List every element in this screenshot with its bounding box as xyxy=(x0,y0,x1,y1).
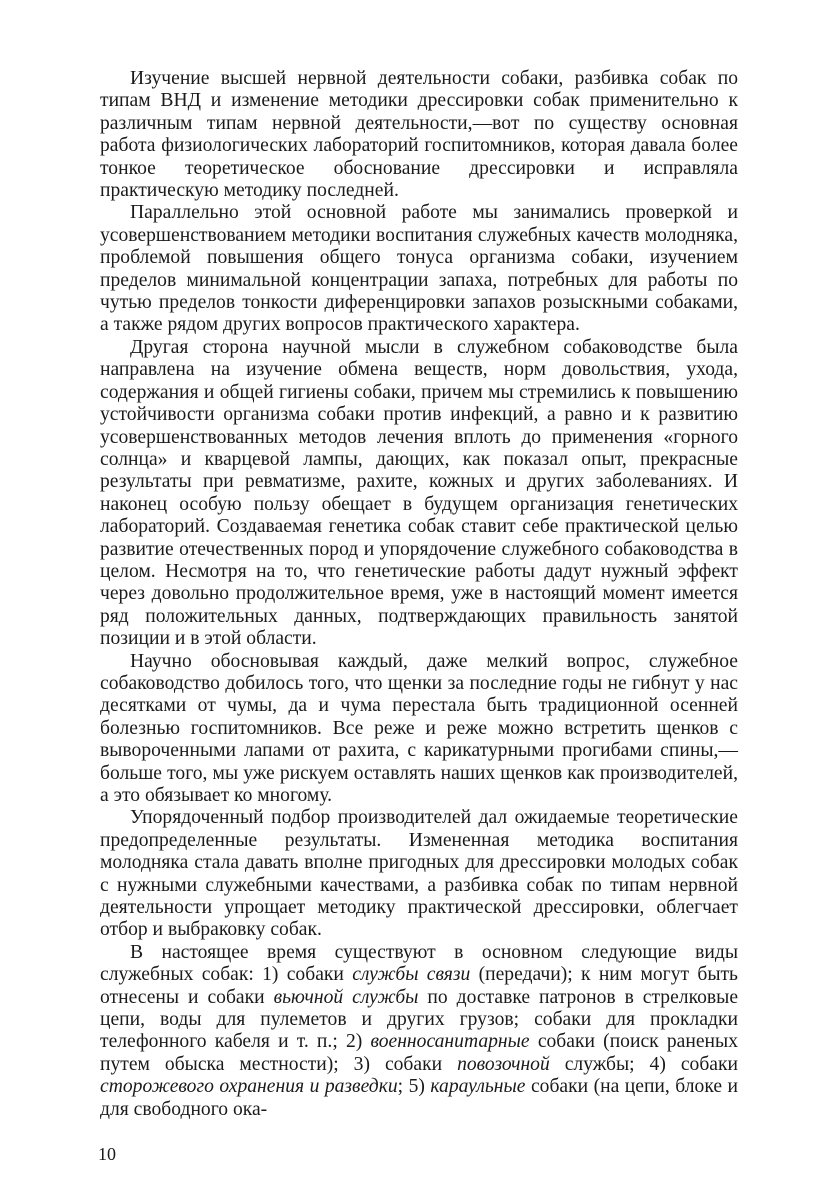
body-text xyxy=(100,68,738,1121)
text-run: В настоящее время существуют в основном следующие виды служебных собак: 1) собаки xyxy=(100,941,738,986)
italic-term: караульные xyxy=(430,1076,526,1098)
text-run: (передачи); к ним могут быть отнесены и собаки xyxy=(100,964,738,1008)
paragraph xyxy=(100,337,738,651)
italic-term: повозочной xyxy=(457,1053,550,1075)
paragraph xyxy=(100,942,738,1121)
text-run: Научно обосновывая каждый, даже мелкий вопрос, служебное собаководство добилось того, что щенки за последние годы не гибнут у нас десятками от чумы, да и чума перестала быть традиционной осенней болезнью госпитомников. Все реже и реже можно встретить щенков с вывороченными лапами от рахита, с карикатурными прогибами спины,—больше того, мы уже рискуем оставлять наших щенков как производителей, а это обязывает ко многому. xyxy=(100,650,738,806)
text-run: Параллельно этой основной работе мы занимались проверкой и усовершенствованием методики воспитания служебных качеств молодняка, проблемой повышения общего тонуса организма собаки, изучением пределов минимальной концентрации запаха, потребных для работы по чутью пределов тонкости диференцировки запахов розыскными собаками, а также рядом других вопросов практического характера. xyxy=(100,202,738,336)
text-run: собаки (на цепи, блоке и для свободного ока- xyxy=(100,1076,739,1120)
text-run: по доставке патронов в стрелковые цепи, воды для пулеметов и других грузов; собаки для прокладки телефонного кабеля и т. п.; 2) xyxy=(100,986,739,1053)
paragraph xyxy=(100,651,738,808)
italic-term: сторожевого охранения и разведки xyxy=(100,1076,398,1098)
text-run: Упорядоченный подбор производителей дал ожидаемые теоретические предопределенные результаты. Измененная методика воспитания молодняка стала давать вполне пригодных для дрессировки молодых собак с нужными служебными качествами, а разбивка собак по типам нервной деятельности упрощает методику практической дрессировки, облегчает отбор и выбраковку собак. xyxy=(100,807,738,941)
paragraph xyxy=(100,202,738,336)
italic-term: службы связи xyxy=(352,964,471,986)
text-run: службы; 4) собаки xyxy=(549,1053,738,1075)
text-run: Другая сторона научной мысли в служебном собаководстве была направлена на изучение обмена веществ, норм довольствия, ухода, содержания и общей гигиены собаки, причем мы стремились к повышению устойчивости организма собаки против инфекций, а равно и к развитию усовершенствованных методов лечения вплоть до применения «горного солнца» и кварцевой лампы, дающих, как показал опыт, прекрасные результаты при ревматизме, рахите, кожных и других заболеваниях. И наконец особую пользу обещает в будущем организация генетических лабораторий. Создаваемая генетика собак ставит себе практической целью развитие отечественных пород и упорядочение служебного собаководства в целом. Несмотря на то, что генетические работы дадут нужный эффект через довольно продолжительное время, уже в настоящий момент имеется ряд положительных данных, подтверждающих правильность занятой позиции и в этой области. xyxy=(100,336,738,650)
italic-term: вьючной службы xyxy=(273,986,419,1008)
text-run: ; 5) xyxy=(397,1076,431,1098)
text-run: Изучение высшей нервной деятельности собаки, разбивка собак по типам ВНД и изменение методики дрессировки собак применительно к различным типам нервной деятельности,—вот по существу основная работа физиологических лабораторий госпитомников, которая давала более тонкое теоретическое обоснование дрессировки и исправляла практическую методику последней. xyxy=(100,68,738,202)
italic-term: военносанитарные xyxy=(370,1031,530,1053)
page-number: 10 xyxy=(98,1144,116,1164)
paragraph xyxy=(100,807,738,941)
paragraph xyxy=(100,68,738,202)
text-run: собаки (поиск раненых путем обыска местности); 3) собаки xyxy=(100,1031,738,1075)
